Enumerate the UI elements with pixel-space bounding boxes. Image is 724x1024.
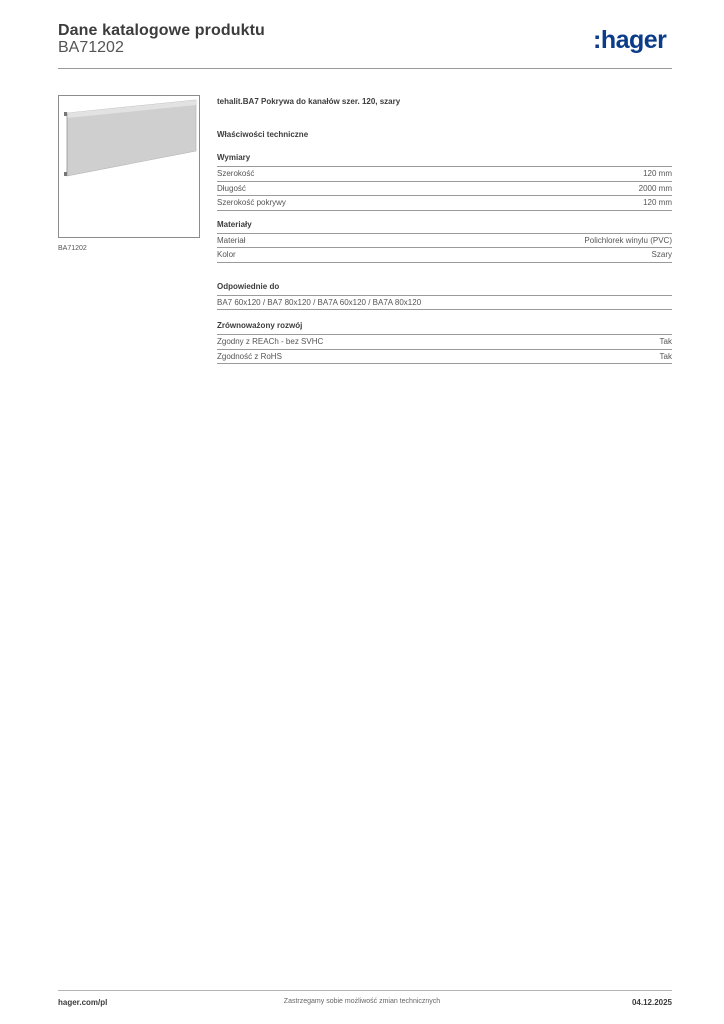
- group-title-dimensions: Wymiary: [217, 153, 672, 167]
- spec-row: [217, 248, 672, 263]
- spec-row: [217, 234, 672, 249]
- header-divider: [58, 68, 672, 69]
- spec-label: Szerokość pokrywy: [217, 198, 286, 207]
- product-code: BA71202: [58, 39, 124, 56]
- spec-row: [217, 182, 672, 197]
- spec-value: Szary: [651, 250, 672, 259]
- spec-label: Zgodność z RoHS: [217, 351, 282, 361]
- spec-label: Szerokość: [217, 169, 255, 178]
- spec-label: Długość: [217, 183, 246, 193]
- spec-value: 120 mm: [643, 198, 672, 207]
- spec-row: [217, 196, 672, 211]
- footer-divider: [58, 990, 672, 991]
- spec-value: Polichlorek winylu (PVC): [584, 235, 672, 245]
- spec-row: [217, 167, 672, 182]
- spec-label: Zgodny z REACh - bez SVHC: [217, 337, 324, 346]
- section-title-technical: Właściwości techniczne: [217, 130, 309, 139]
- group-title-compatible: Odpowiednie do: [217, 282, 672, 296]
- spec-row: [217, 335, 672, 350]
- cable-duct-cover-illustration: [59, 96, 199, 237]
- product-image: [58, 95, 200, 238]
- spec-label: Kolor: [217, 250, 236, 259]
- spec-value: Tak: [659, 351, 672, 361]
- group-title-materials: Materiały: [217, 220, 672, 234]
- spec-label: BA7 60x120 / BA7 80x120 / BA7A 60x120 / BA7A 80x120: [217, 297, 422, 307]
- page-title: Dane katalogowe produktu: [58, 22, 265, 39]
- spec-label: Materiał: [217, 235, 246, 245]
- spec-row: [217, 350, 672, 365]
- spec-value: 2000 mm: [638, 183, 672, 193]
- spec-value: 120 mm: [643, 169, 672, 178]
- footer-notice: Zastrzegamy sobie możliwość zmian technicznych: [283, 998, 441, 1005]
- product-description: tehalit.BA7 Pokrywa do kanałów szer. 120, szary: [217, 97, 401, 106]
- image-caption: BA71202: [58, 245, 87, 252]
- spec-value: Tak: [659, 337, 672, 346]
- spec-content: [217, 97, 672, 364]
- hager-logo: :hager: [593, 26, 667, 54]
- spec-row: [217, 296, 672, 311]
- footer-website-link[interactable]: hager.com/pl: [58, 998, 108, 1007]
- footer-date: 04.12.2025: [631, 998, 672, 1007]
- group-title-sustainability: Zrównoważony rozwój: [217, 321, 672, 335]
